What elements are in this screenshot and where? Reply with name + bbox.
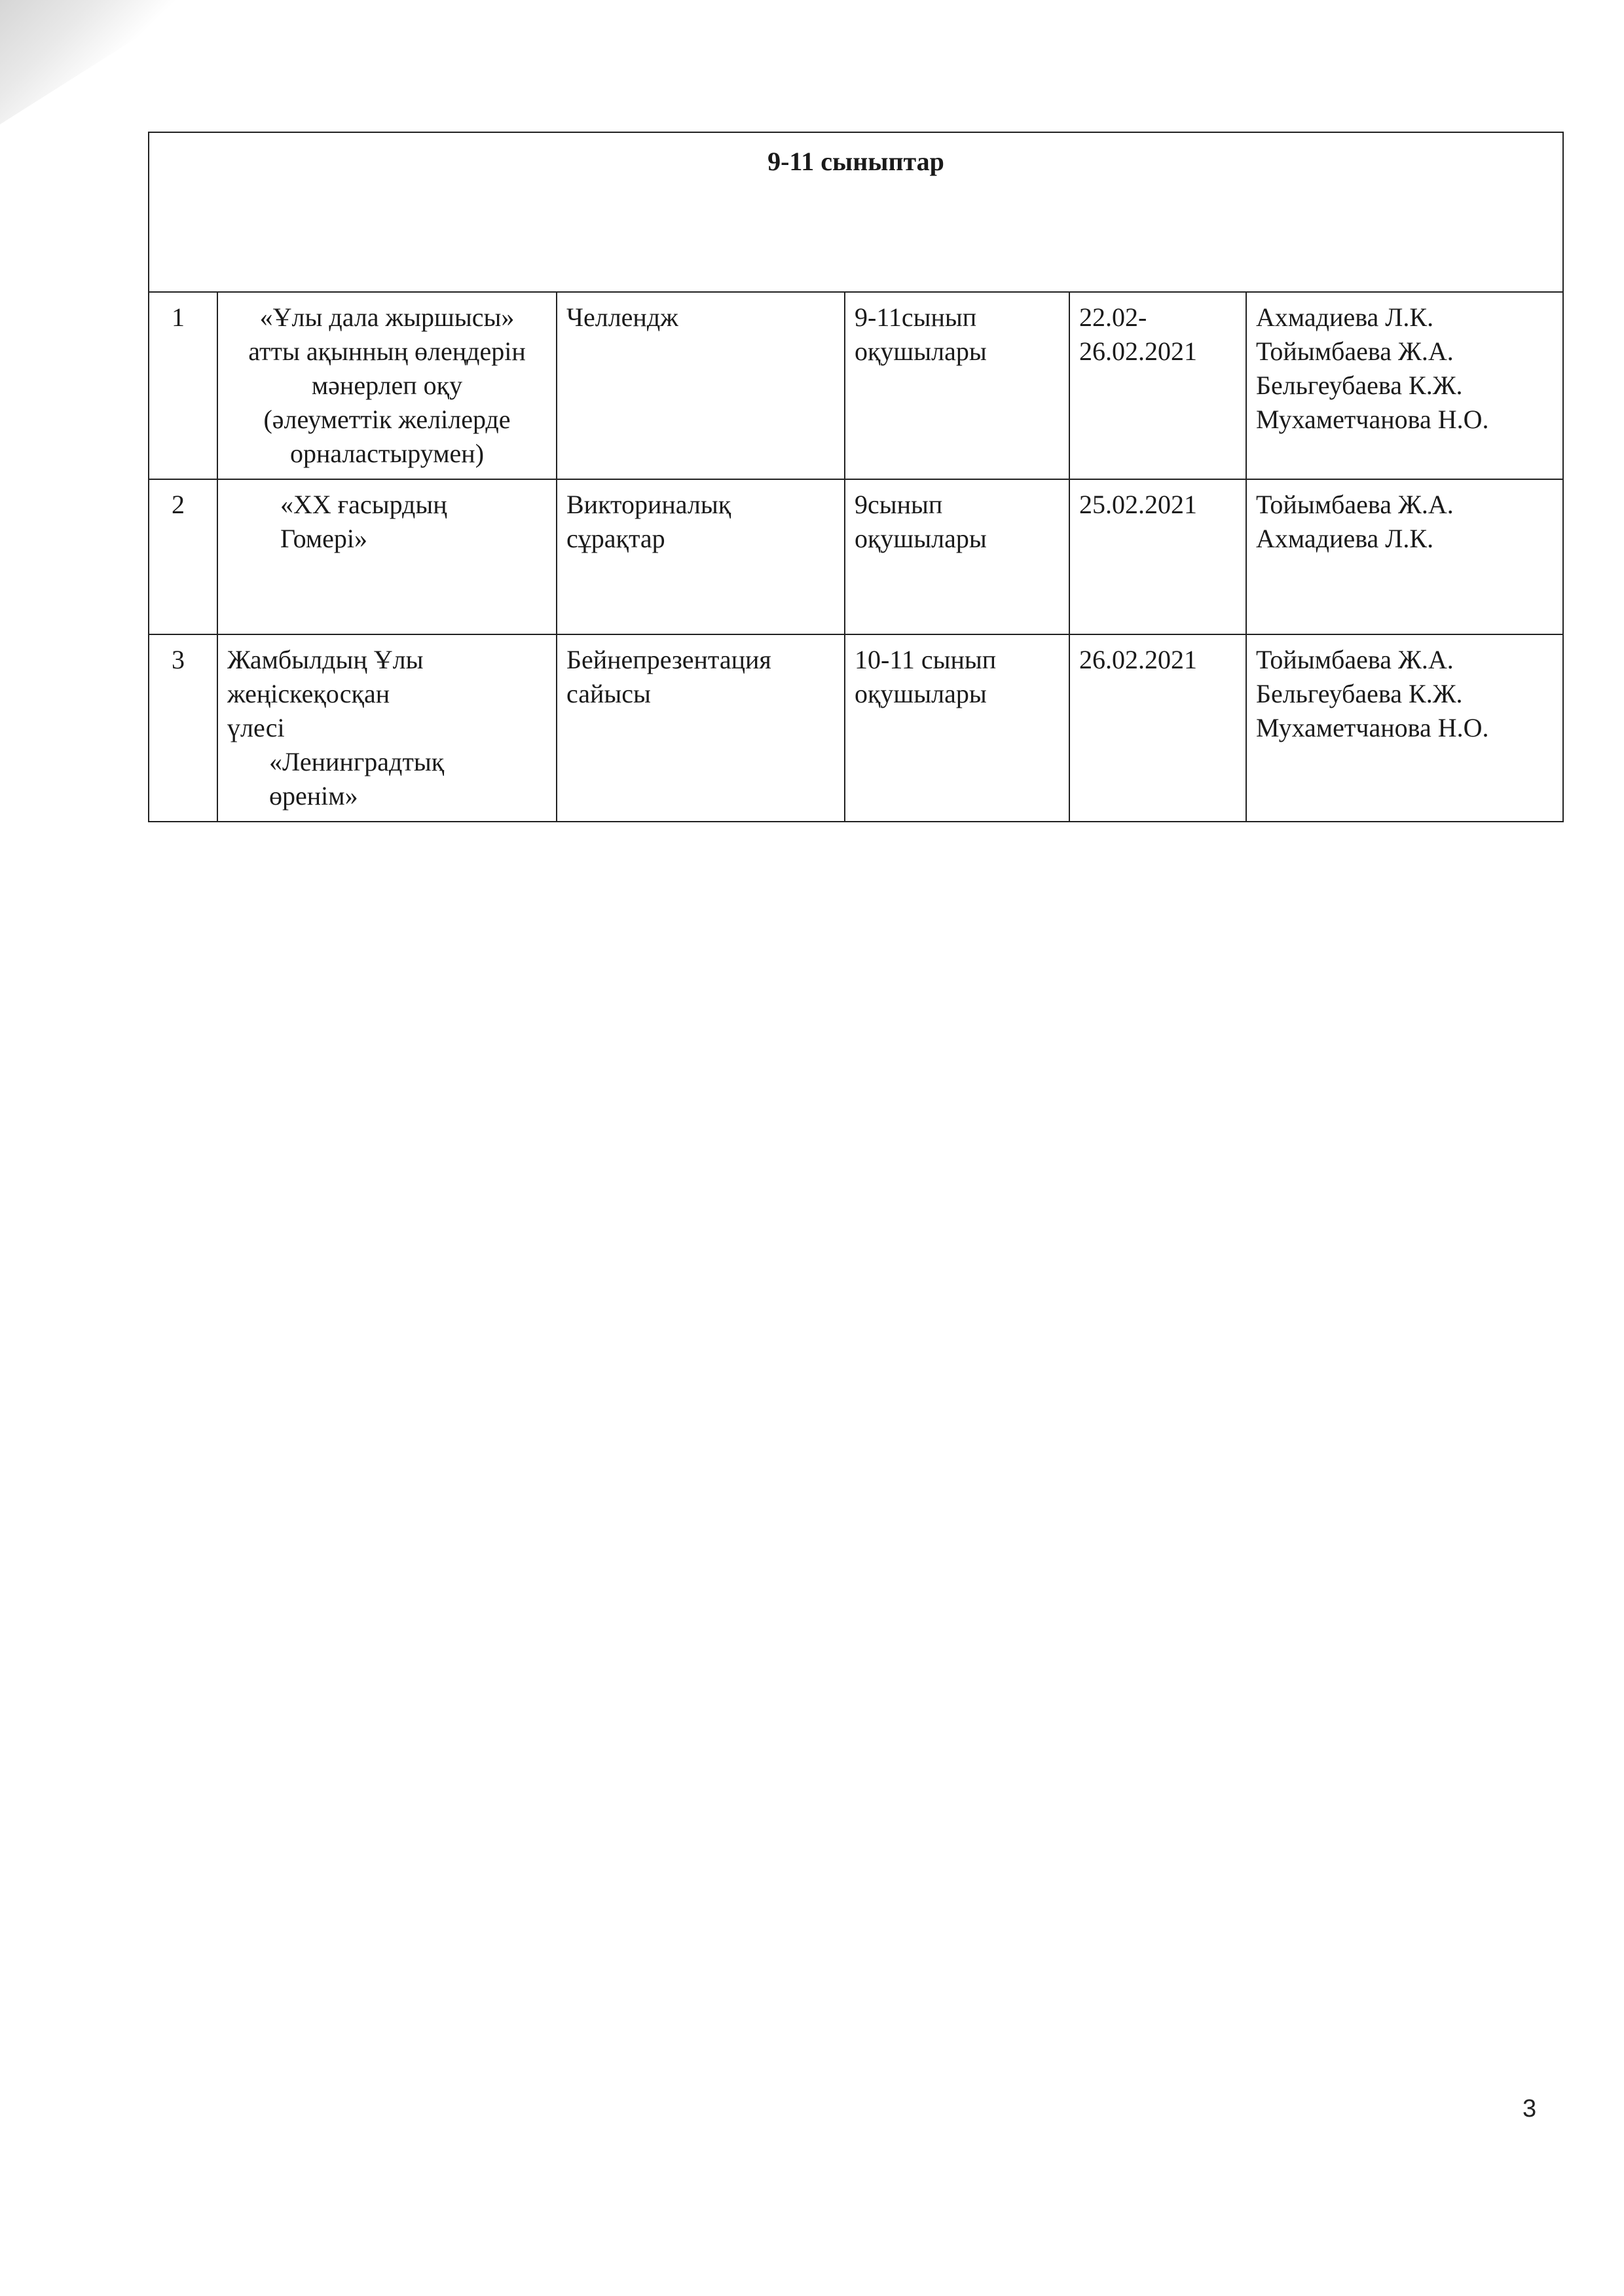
responsible-person: Бельгеубаева К.Ж.: [1256, 371, 1463, 400]
event-line: (әлеуметтік желілерде: [263, 405, 511, 434]
event-cell: [217, 479, 557, 634]
responsible-person: Мухаметчанова Н.О.: [1256, 405, 1489, 434]
responsible-cell: [1246, 634, 1563, 822]
participants-line: оқушылары: [855, 524, 987, 553]
table-row: [149, 634, 1563, 822]
form-cell: Челлендж: [557, 292, 845, 479]
participants-line: 9-11сынып: [855, 302, 977, 332]
event-line: «Ленинградтық: [269, 747, 445, 776]
participants-line: 10-11 сынып: [855, 645, 997, 674]
table-row: [149, 292, 1563, 479]
date-line: 26.02.2021: [1079, 337, 1197, 366]
participants-cell: [845, 634, 1069, 822]
event-line: жеңіскеқосқан: [227, 679, 390, 708]
responsible-person: Тойымбаева Ж.А.: [1256, 337, 1454, 366]
form-line: Бейнепрезентация: [566, 645, 771, 674]
responsible-person: Мухаметчанова Н.О.: [1256, 713, 1489, 742]
table-header-cell: 9-11 сыныптар: [149, 132, 1563, 292]
row-number: 3: [149, 634, 217, 822]
form-line: сайысы: [566, 679, 651, 708]
event-line: өренім»: [269, 781, 358, 811]
row-number: 1: [149, 292, 217, 479]
events-table: [148, 132, 1564, 822]
date-line: 25.02.2021: [1079, 490, 1197, 519]
participants-line: оқушылары: [855, 337, 987, 366]
date-line: 26.02.2021: [1079, 645, 1197, 674]
event-line: үлесі: [227, 713, 285, 742]
page-number: 3: [1522, 2095, 1537, 2123]
event-line: «ХХ ғасырдың: [280, 490, 447, 519]
event-line: орналастырумен): [289, 439, 485, 468]
event-line: Жамбылдың Ұлы: [227, 645, 424, 674]
responsible-cell: [1246, 292, 1563, 479]
responsible-cell: [1246, 479, 1563, 634]
participants-cell: [845, 479, 1069, 634]
form-line: Викториналық: [566, 490, 731, 519]
table-row: [149, 479, 1563, 634]
event-line: Гомері»: [280, 524, 368, 553]
participants-line: 9сынып: [855, 490, 943, 519]
date-cell: [1069, 479, 1246, 634]
row-number: 2: [149, 479, 217, 634]
table-header-row: [149, 132, 1563, 292]
responsible-person: Бельгеубаева К.Ж.: [1256, 679, 1463, 708]
form-cell: [557, 634, 845, 822]
form-cell: [557, 479, 845, 634]
participants-cell: [845, 292, 1069, 479]
scan-corner-shadow: [0, 0, 196, 124]
responsible-person: Ахмадиева Л.К.: [1256, 524, 1434, 553]
participants-line: оқушылары: [855, 679, 987, 708]
date-line: 22.02-: [1079, 302, 1147, 332]
responsible-person: Ахмадиева Л.К.: [1256, 302, 1434, 332]
responsible-person: Тойымбаева Ж.А.: [1256, 490, 1454, 519]
date-cell: [1069, 634, 1246, 822]
event-line: атты ақынның өлеңдерін: [248, 337, 526, 366]
event-line: «Ұлы дала жыршысы»: [259, 302, 515, 332]
event-line: мәнерлеп оқу: [311, 371, 463, 400]
responsible-person: Тойымбаева Ж.А.: [1256, 645, 1454, 674]
event-cell: [217, 292, 557, 479]
event-cell: [217, 634, 557, 822]
date-cell: [1069, 292, 1246, 479]
form-line: сұрақтар: [566, 524, 665, 553]
